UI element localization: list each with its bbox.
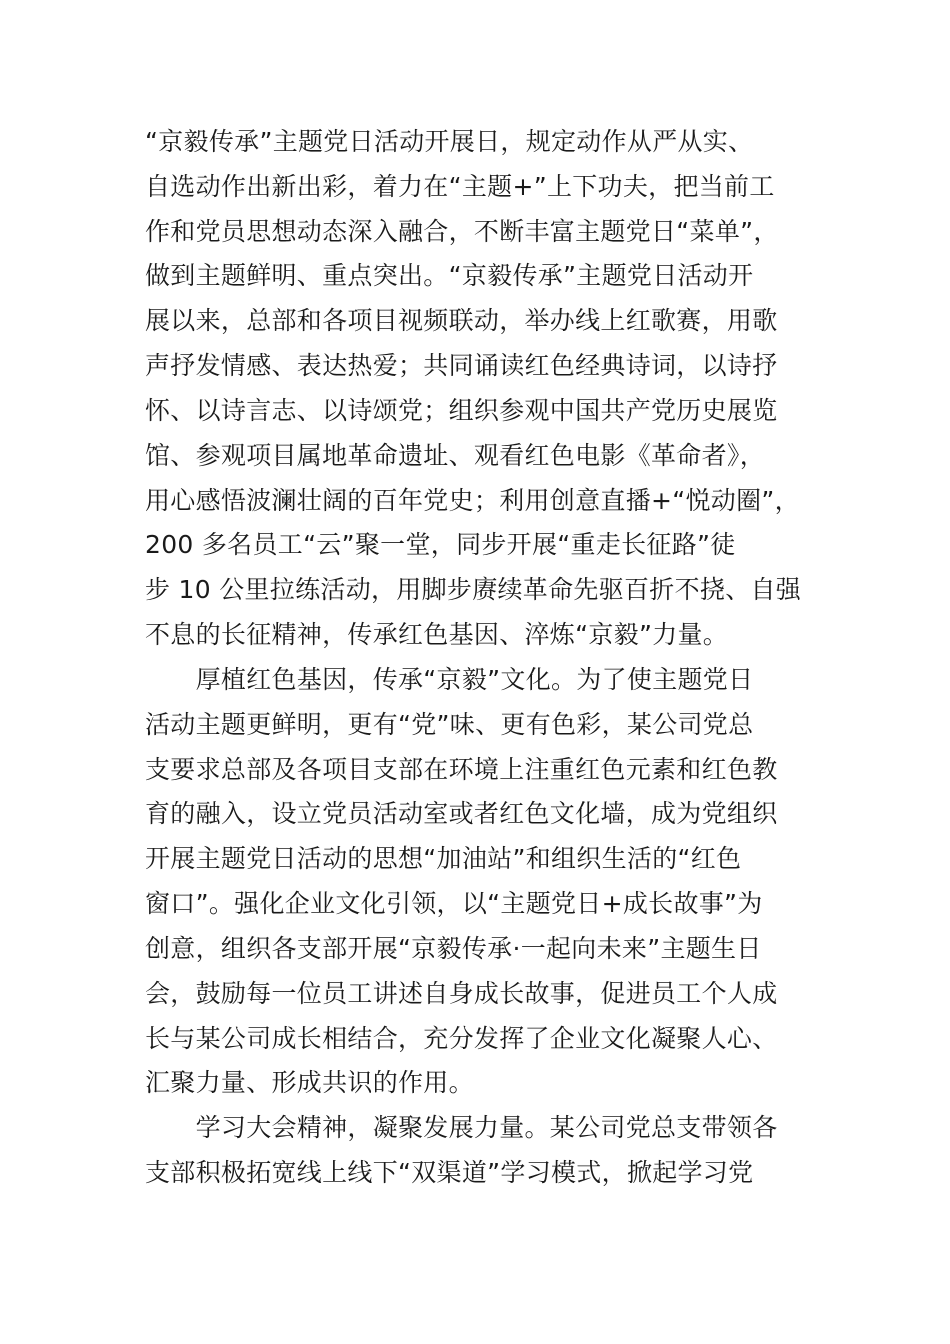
text-line: 创意，组织各支部开展“京毅传承·一起向未来”主题生日	[145, 934, 762, 963]
text-line: 活动主题更鲜明，更有“党”味、更有色彩，某公司党总	[145, 710, 754, 739]
text-line: 支部积极拓宽线上线下“双渠道”学习模式，掀起学习党	[145, 1158, 754, 1187]
text-line: 馆、参观项目属地革命遗址、观看红色电影《革命者》，	[145, 441, 766, 470]
text-line: 长与某公司成长相结合，充分发挥了企业文化凝聚人心、	[145, 1024, 778, 1053]
text-line: 用心感悟波澜壮阔的百年党史；利用创意直播+“悦动圈”，	[145, 486, 800, 515]
text-line: 做到主题鲜明、重点突出。“京毅传承”主题党日活动开	[145, 261, 754, 290]
text-line: 厚植红色基因，传承“京毅”文化。为了使主题党日	[145, 665, 754, 694]
text-line: 开展主题党日活动的思想“加油站”和组织生活的“红色	[145, 844, 742, 873]
text-line: 自选动作出新出彩，着力在“主题+”上下功夫，把当前工	[145, 172, 775, 201]
text-line: 支要求总部及各项目支部在环境上注重红色元素和红色教	[145, 755, 778, 784]
text-line: 声抒发情感、表达热爱；共同诵读红色经典诗词，以诗抒	[145, 351, 778, 380]
text-line: 会，鼓励每一位员工讲述自身成长故事，促进员工个人成	[145, 979, 778, 1008]
text-line: 怀、以诗言志、以诗颂党；组织参观中国共产党历史展览	[145, 396, 778, 425]
text-line: 不息的长征精神，传承红色基因、淬炼“京毅”力量。	[145, 620, 729, 649]
text-line: 汇聚力量、形成共识的作用。	[145, 1068, 474, 1097]
text-line: 展以来，总部和各项目视频联动，举办线上红歌赛，用歌	[145, 306, 778, 335]
text-line: 学习大会精神，凝聚发展力量。某公司党总支带领各	[145, 1113, 778, 1142]
text-line: 200 多名员工“云”聚一堂，同步开展“重走长征路”徒	[145, 530, 736, 559]
text-line: 育的融入，设立党员活动室或者红色文化墙，成为党组织	[145, 799, 778, 828]
text-line: 步 10 公里拉练活动，用脚步赓续革命先驱百折不挠、自强	[145, 575, 802, 604]
text-line: 作和党员思想动态深入融合，不断丰富主题党日“菜单”，	[145, 217, 779, 246]
text-line: 窗口”。强化企业文化引领，以“主题党日+成长故事”为	[145, 889, 763, 918]
text-line: “京毅传承”主题党日活动开展日，规定动作从严从实、	[145, 127, 754, 156]
